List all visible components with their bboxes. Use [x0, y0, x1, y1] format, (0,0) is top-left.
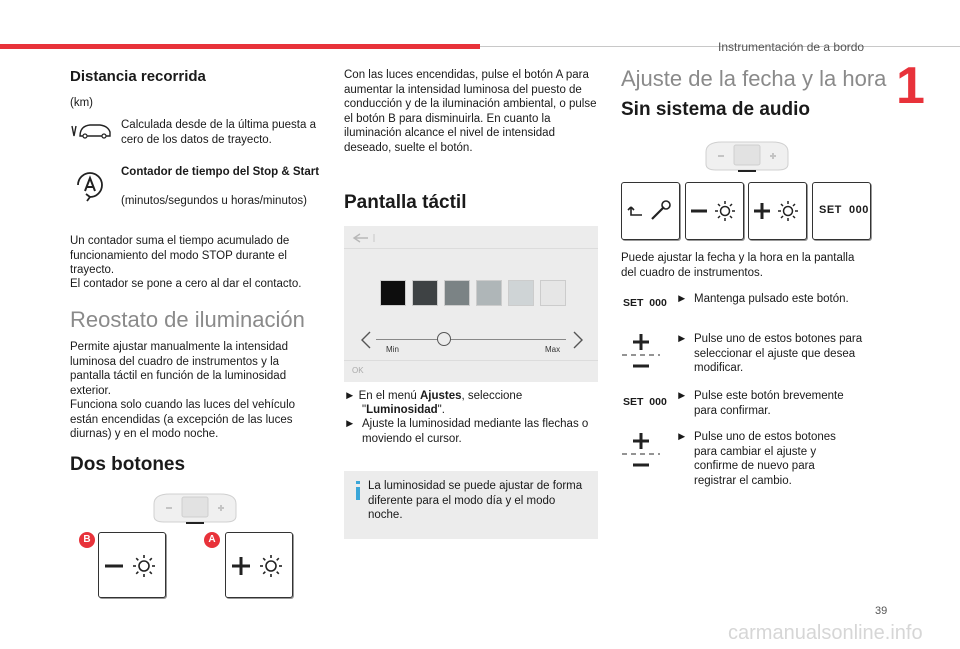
brightness-swatch[interactable] [508, 280, 534, 306]
odometer-icon [70, 120, 114, 142]
step2-plus-minus-icon [620, 334, 662, 370]
bullet-2: Ajuste la luminosidad mediante las flechas o moviendo el cursor. [362, 418, 589, 445]
set-button[interactable] [812, 182, 871, 240]
step-4: Pulse uno de estos botones para cambiar el ajuste y confirme de nuevo para registrar el cambio. [694, 431, 836, 487]
sin-sistema-title: Sin sistema de audio [621, 99, 810, 120]
screen-ok-button[interactable]: OK [352, 366, 364, 375]
return-wrench-button[interactable] [621, 182, 680, 240]
bullet-arrow-icon: ► [676, 390, 688, 402]
bullet-arrow-icon: ► [344, 390, 359, 402]
reostato-para-2: Funciona solo cuando las luces del vehículo están encendidas (a excepción de las luces diurnas) y en el modo noche. [70, 399, 296, 440]
distancia-desc: Calculada desde de la última puesta a cero de los datos de trayecto. [121, 119, 316, 146]
step-2: Pulse uno de estos botones para seleccionar el ajuste que desea modificar. [694, 333, 863, 374]
bullet-arrow-icon: ► [676, 293, 688, 305]
minus-sun-icon [99, 533, 165, 597]
header-accent-bar [0, 44, 480, 49]
distancia-unit: (km) [70, 97, 93, 109]
info-text: La luminosidad se puede ajustar de forma diferente para el modo día y el modo noche. [368, 480, 583, 521]
button-b-decrease[interactable] [98, 532, 166, 598]
return-arrow-icon [628, 207, 642, 215]
bullet-arrow-icon: ► [676, 431, 688, 443]
stopstart-title: Contador de tiempo del Stop & Start [121, 166, 320, 178]
step3-set-icon: SET 000 [623, 396, 667, 408]
brightness-swatch[interactable] [476, 280, 502, 306]
section-title: Instrumentación de a bordo [718, 40, 865, 54]
slider-max-label: Max [545, 345, 561, 354]
wrench-icon [652, 201, 670, 219]
label-b-badge: B [79, 532, 95, 548]
distancia-title: Distancia recorrida [70, 68, 206, 85]
brightness-swatch[interactable] [444, 280, 470, 306]
ajuste-title: Ajuste de la fecha y la hora [621, 66, 887, 91]
label-a-badge: A [204, 532, 220, 548]
watermark: carmanualsonline.info [728, 622, 923, 644]
back-arrow-icon[interactable] [350, 232, 376, 244]
bullet-1-line-2: "Luminosidad". [362, 404, 445, 416]
reostato-para-1: Permite ajustar manualmente la intensidad luminosa del cuadro de instrumentos y la pantalla táctil en función de la luminosidad exterior. [70, 341, 288, 397]
info-box [344, 471, 598, 539]
info-icon [354, 481, 362, 501]
step-1: Mantenga pulsado este botón. [694, 293, 849, 305]
bullet-1: ► En el menú Ajustes, seleccione [344, 390, 523, 402]
dashboard-illustration [702, 138, 792, 174]
bullet-arrow-icon: ► [344, 418, 356, 430]
col3-intro: Puede ajustar la fecha y la hora en la pantalla del cuadro de instrumentos. [621, 252, 855, 279]
counter-para-1: Un contador suma el tiempo acumulado de funcionamiento del modo STOP durante el trayecto. [70, 235, 290, 276]
slider-min-label: Min [386, 345, 399, 354]
dos-botones-title: Dos botones [70, 454, 186, 475]
set-button-text: SET 000 [819, 204, 869, 216]
touchscreen-illustration [344, 226, 598, 382]
slider-thumb[interactable] [437, 332, 451, 346]
plus-sun-button[interactable] [748, 182, 807, 240]
slider-track[interactable] [376, 339, 566, 340]
brightness-swatch[interactable] [412, 280, 438, 306]
page-number: 39 [875, 605, 888, 617]
chapter-number: 1 [896, 57, 925, 115]
minus-sun-button[interactable] [685, 182, 744, 240]
step4-plus-minus-icon [620, 433, 662, 469]
button-a-increase[interactable] [225, 532, 293, 598]
slider-right-arrow-icon[interactable] [572, 330, 584, 350]
col2-intro-text: Con las luces encendidas, pulse el botón A para aumentar la intensidad luminosa del puesto de conducción y de la iluminación ambiental, o pulse el botón B para disminuirla. En cuanto la iluminación alcance el nivel de intensidad deseado, suelte el botón. [344, 69, 597, 154]
brightness-swatch[interactable] [540, 280, 566, 306]
step-3: Pulse este botón brevemente para confirmar. [694, 390, 844, 417]
reostato-title: Reostato de iluminación [70, 307, 305, 332]
screen-divider-bottom [344, 360, 598, 361]
bullet-arrow-icon: ► [676, 333, 688, 345]
stop-start-icon [72, 167, 108, 203]
stopstart-desc: (minutos/segundos u horas/minutos) [121, 195, 308, 207]
brightness-swatch[interactable] [380, 280, 406, 306]
slider-left-arrow-icon[interactable] [360, 330, 372, 350]
pantalla-title: Pantalla táctil [344, 192, 467, 213]
plus-sun-icon [226, 533, 292, 597]
dashboard-illustration [150, 490, 240, 526]
step1-set-icon: SET 000 [623, 297, 667, 309]
counter-para-2: El contador se pone a cero al dar el contacto. [70, 278, 302, 290]
screen-divider-top [344, 248, 598, 249]
